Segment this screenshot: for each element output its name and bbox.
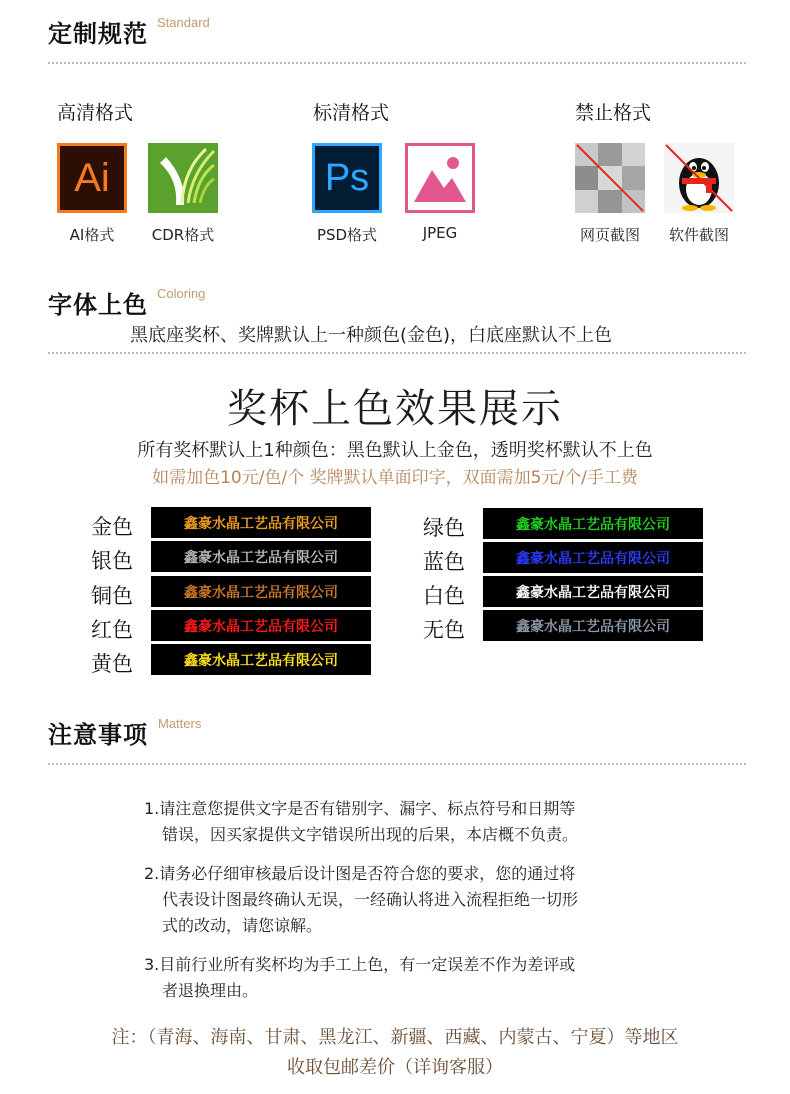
footer-shipping-note: 收取包邮差价（详询客服） (287, 1057, 503, 1078)
swatch-bronze (151, 576, 371, 607)
color-name-bronze: 铜色 (91, 584, 133, 608)
swatch-text: 鑫豪水晶工艺品有限公司 (516, 516, 670, 533)
showcase-price-note: 如需加色10元/色/个 奖牌默认单面印字，双面需加5元/个/手工费 (152, 468, 638, 488)
color-name-silver: 银色 (91, 549, 133, 573)
color-name-green: 绿色 (423, 516, 465, 540)
ai-icon-text: Ai (74, 155, 110, 200)
swatch-silver (151, 541, 371, 572)
ai-icon (57, 143, 127, 213)
note-line: 错误，因买家提供文字错误所出现的后果，本店概不负责。 (162, 825, 579, 844)
swatch-text: 鑫豪水晶工艺品有限公司 (184, 618, 338, 635)
color-name-yellow: 黄色 (91, 652, 133, 676)
webpage-crossed-icon (575, 143, 645, 213)
color-name-blue: 蓝色 (423, 550, 465, 574)
jpeg-icon (405, 143, 475, 213)
ps-icon (312, 143, 382, 213)
section-subtitle-standard: Standard (157, 15, 210, 30)
swatch-clear (483, 610, 703, 641)
format-label-psd: PSD格式 (316, 226, 378, 244)
swatch-gold (151, 507, 371, 538)
section-title-matters: 注意事项 (48, 721, 148, 749)
cdr-icon (148, 143, 218, 213)
format-label-cdr: CDR格式 (151, 226, 215, 244)
section-subtitle-coloring: Coloring (157, 286, 206, 301)
note-line: 者退换理由。 (162, 981, 259, 1000)
dotted-divider (48, 763, 746, 765)
section-subtitle-matters: Matters (158, 716, 202, 731)
color-name-clear: 无色 (423, 618, 465, 642)
coloring-description: 黑底座奖杯、奖牌默认上一种颜色(金色)，白底座默认不上色 (130, 325, 613, 346)
swatch-text: 鑫豪水晶工艺品有限公司 (184, 549, 338, 566)
note-line: 1.请注意您提供文字是否有错别字、漏字、标点符号和日期等 (144, 799, 576, 818)
format-label-webpage: 网页截图 (579, 226, 640, 244)
swatch-text: 鑫豪水晶工艺品有限公司 (516, 584, 670, 601)
dotted-divider (48, 352, 746, 354)
dotted-divider (48, 62, 746, 64)
group-title-hd: 高清格式 (57, 102, 134, 124)
swatch-yellow (151, 644, 371, 675)
swatch-text: 鑫豪水晶工艺品有限公司 (184, 515, 338, 532)
swatch-text: 鑫豪水晶工艺品有限公司 (516, 550, 670, 567)
swatch-text: 鑫豪水晶工艺品有限公司 (516, 618, 670, 635)
group-title-banned: 禁止格式 (575, 102, 652, 124)
showcase-default-note: 所有奖杯默认上1种颜色：黑色默认上金色，透明奖杯默认不上色 (137, 440, 653, 461)
format-label-ai: AI格式 (69, 226, 115, 244)
format-label-software: 软件截图 (668, 226, 729, 244)
note-item-1 (144, 796, 578, 848)
swatch-red (151, 610, 371, 641)
swatch-text: 鑫豪水晶工艺品有限公司 (184, 652, 338, 669)
section-title-coloring: 字体上色 (48, 291, 148, 319)
color-name-white: 白色 (423, 584, 465, 608)
note-line: 式的改动，请您谅解。 (162, 916, 323, 935)
format-label-jpeg: JPEG (422, 224, 458, 242)
swatch-text: 鑫豪水晶工艺品有限公司 (184, 584, 338, 601)
qq-penguin-crossed-icon (664, 143, 734, 213)
color-name-gold: 金色 (91, 515, 133, 539)
note-item-3 (144, 952, 575, 1004)
swatch-blue (483, 542, 703, 573)
note-line: 2.请务必仔细审核最后设计图是否符合您的要求，您的通过将 (144, 864, 576, 883)
group-title-sd: 标清格式 (313, 102, 390, 124)
showcase-title: 奖杯上色效果展示 (227, 386, 563, 432)
note-item-2 (144, 861, 578, 939)
section-title-standard: 定制规范 (48, 20, 148, 48)
swatch-green (483, 508, 703, 539)
swatch-white (483, 576, 703, 607)
note-line: 3.目前行业所有奖杯均为手工上色，有一定误差不作为差评或 (144, 955, 576, 974)
note-line: 代表设计图最终确认无误，一经确认将进入流程拒绝一切形 (162, 890, 579, 909)
footer-remote-area-note: 注：（青海、海南、甘肃、黑龙江、新疆、西藏、内蒙古、宁夏）等地区 (111, 1027, 679, 1048)
ps-icon-text: Ps (324, 156, 370, 199)
color-name-red: 红色 (91, 618, 133, 642)
